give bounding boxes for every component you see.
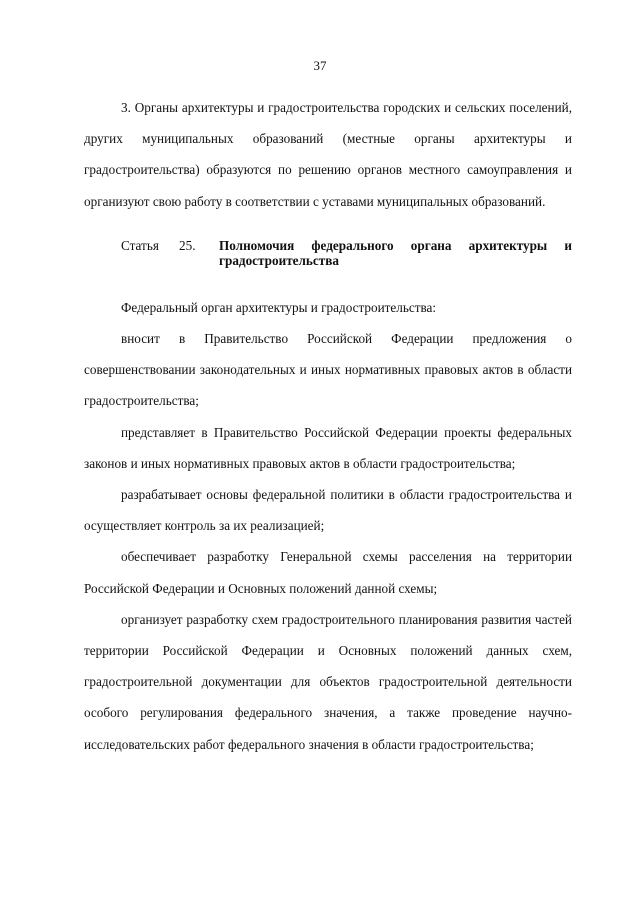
paragraph-draft-laws: представляет в Правительство Российской Федерации проекты федеральных законов и иных нормативных правовых актов в области градостроительства; [84,424,572,471]
paragraph-local-bodies: 3. Органы архитектуры и градостроительства городских и сельских поселений, других муниципальных образований (местные органы архитектуры и градостроительства) образуются по решению органов местного самоуправления и организуют свою работу в соответствии с уставами муниципальных образований. [84,100,572,209]
article-title-line-2: градостроительства [219,252,339,268]
page-number: 37 [313,58,327,73]
paragraph-planning-schemes: организует разработку схем градостроительного планирования развития частей территории Российской Федерации и Основных положений данных схем, градостроительной документации для объектов градостроительной деятельности особого регулирования федерального значения, а также проведение научно-исследовательских работ федерального значения в области градостроительства; [84,611,572,752]
article-heading [84,238,572,268]
paragraph-proposals: вносит в Правительство Российской Федерации предложения о совершенствовании законодательных и иных нормативных правовых актов в области градостроительства; [84,331,572,409]
paragraph-policy: разрабатывает основы федеральной политики в области градостроительства и осуществляет контроль за их реализацией; [84,487,572,534]
article-label: Статья [121,237,159,253]
article-number: 25. [179,237,196,253]
paragraph-federal-body: Федеральный орган архитектуры и градостроительства: [121,299,437,315]
article-title [219,238,572,268]
paragraph-general-scheme: обеспечивает разработку Генеральной схемы расселения на территории Российской Федерации и Основных положений данной схемы; [84,549,572,596]
article-title-line-1: Полномочия федерального органа архитектуры и [219,237,572,253]
document-body [84,92,572,760]
